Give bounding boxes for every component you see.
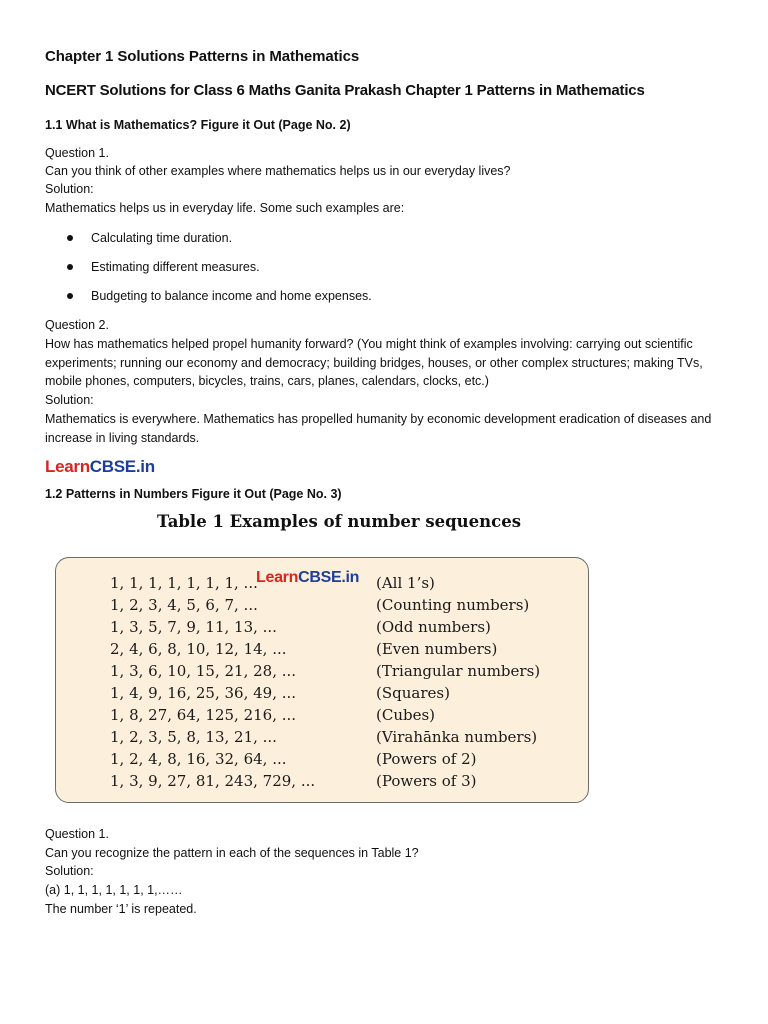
solution-3-label: Solution: — [45, 864, 94, 878]
bullet-dot-icon — [67, 264, 73, 270]
sequence-label: (Odd numbers) — [376, 618, 491, 636]
question-1-label: Question 1. — [45, 146, 109, 160]
bullet-item: Estimating different measures. — [67, 258, 260, 276]
sequence-value: 1, 2, 4, 8, 16, 32, 64, ... — [110, 750, 287, 768]
sequence-label: (Powers of 3) — [376, 772, 477, 790]
question-2-text: How has mathematics helped propel humanity forward? (You might think of examples involving: carrying out scientific experiments; running our economy and democracy; building bridges, houses, or other complex structures; making TVs, mobile phones, computers, bicycles, trains, cars, planes, calendars, clocks, etc.) — [45, 337, 703, 388]
section-2-title: 1.2 Patterns in Numbers Figure it Out (Page No. 3) — [45, 487, 342, 501]
bullet-dot-icon — [67, 293, 73, 299]
sequence-value: 2, 4, 6, 8, 10, 12, 14, ... — [110, 640, 287, 658]
ncert-heading: NCERT Solutions for Class 6 Maths Ganita Prakash Chapter 1 Patterns in Mathematics — [45, 82, 645, 99]
sequence-label: (Powers of 2) — [376, 750, 477, 768]
learncbse-watermark-logo: LearnCBSE.in — [256, 569, 360, 586]
sequence-label: (Triangular numbers) — [376, 662, 541, 680]
chapter-heading: Chapter 1 Solutions Patterns in Mathematics — [45, 48, 360, 65]
question-1-text: Can you think of other examples where mathematics helps us in our everyday lives? — [45, 164, 511, 178]
bullet-dot-icon — [67, 235, 73, 241]
solution-3-part-a-text: The number ‘1’ is repeated. — [45, 902, 197, 916]
question-2-label: Question 2. — [45, 318, 109, 332]
bullet-item: Calculating time duration. — [67, 229, 232, 247]
sequence-label: (Cubes) — [376, 706, 436, 724]
solution-1-text: Mathematics helps us in everyday life. Some such examples are: — [45, 201, 405, 215]
sequence-value: 1, 3, 6, 10, 15, 21, 28, ... — [110, 662, 297, 680]
sequence-value: 1, 3, 9, 27, 81, 243, 729, ... — [110, 772, 316, 790]
sequence-value: 1, 4, 9, 16, 25, 36, 49, ... — [110, 684, 297, 702]
sequence-value: 1, 3, 5, 7, 9, 11, 13, ... — [110, 618, 277, 636]
learncbse-logo: LearnCBSE.in — [45, 457, 155, 476]
sequence-label: (All 1’s) — [376, 574, 435, 592]
sequence-label: (Virahānka numbers) — [376, 728, 538, 746]
sequence-value: 1, 2, 3, 5, 8, 13, 21, ... — [110, 728, 277, 746]
table-title: Table 1 Examples of number sequences — [157, 512, 521, 531]
question-3-label: Question 1. — [45, 827, 109, 841]
sequence-label: (Even numbers) — [376, 640, 498, 658]
sequence-table — [55, 557, 589, 803]
sequence-value: 1, 1, 1, 1, 1, 1, 1, ... — [110, 574, 258, 592]
solution-2-text: Mathematics is everywhere. Mathematics has propelled humanity by economic development eradication of diseases and increase in living standards. — [45, 412, 712, 445]
solution-2-label: Solution: — [45, 393, 94, 407]
sequence-value: 1, 2, 3, 4, 5, 6, 7, ... — [110, 596, 258, 614]
sequence-value: 1, 8, 27, 64, 125, 216, ... — [110, 706, 297, 724]
sequence-label: (Counting numbers) — [376, 596, 530, 614]
sequence-label: (Squares) — [376, 684, 450, 702]
question-3-text: Can you recognize the pattern in each of the sequences in Table 1? — [45, 846, 419, 860]
solution-3-part-a: (a) 1, 1, 1, 1, 1, 1, 1,…… — [45, 883, 183, 897]
section-1-title: 1.1 What is Mathematics? Figure it Out (Page No. 2) — [45, 118, 351, 132]
solution-1-label: Solution: — [45, 182, 94, 196]
bullet-item: Budgeting to balance income and home expenses. — [67, 287, 372, 305]
